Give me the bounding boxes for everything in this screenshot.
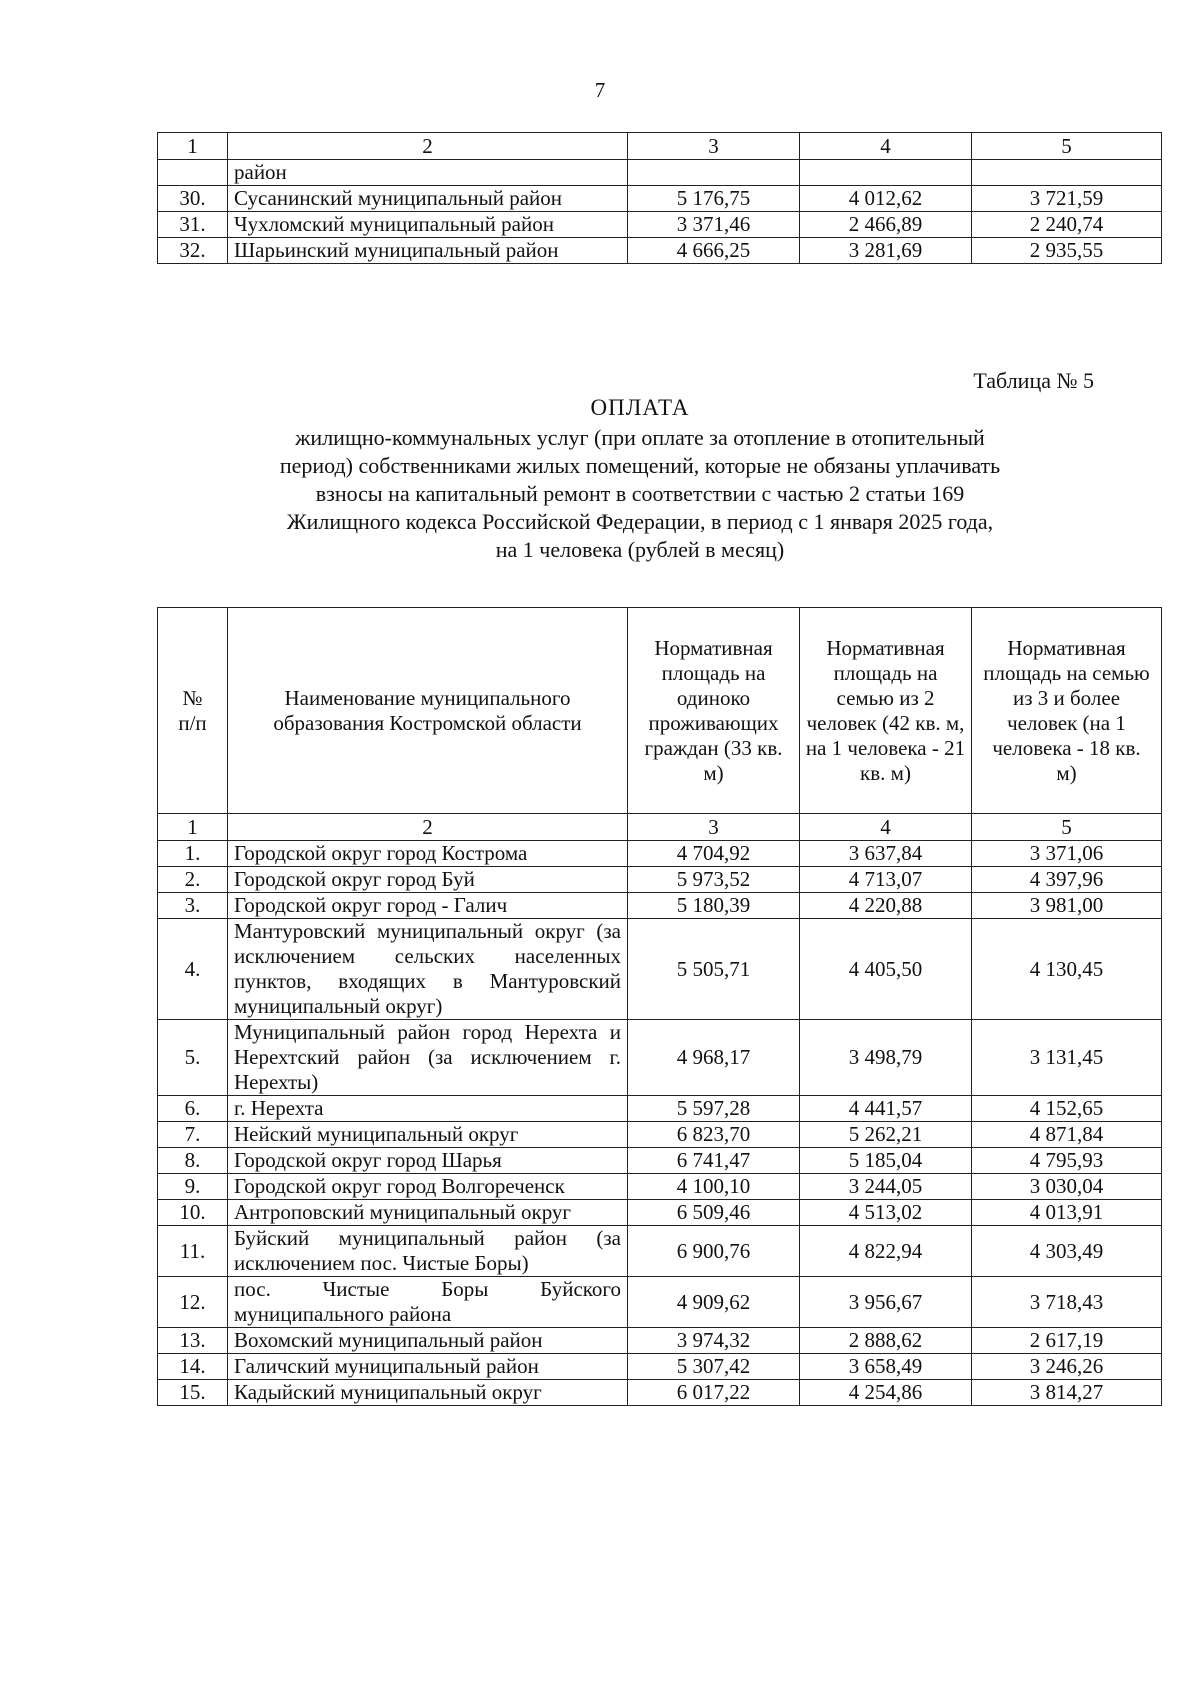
value-family-2: 3 498,79 — [800, 1020, 972, 1096]
row-name: Городской округ город Волгореченск — [228, 1174, 628, 1200]
row-number: 10. — [158, 1200, 228, 1226]
header-single: Нормативная площадь на одиноко проживающих граждан (33 кв. м) — [628, 608, 800, 814]
table-row — [158, 1277, 1162, 1328]
row-number: 30. — [158, 186, 228, 212]
column-index-row — [158, 814, 1162, 841]
row-name: г. Нерехта — [228, 1096, 628, 1122]
column-index: 1 — [158, 133, 228, 160]
value-family-2: 4 441,57 — [800, 1096, 972, 1122]
column-index-row — [158, 133, 1162, 160]
continuation-table — [157, 132, 1162, 264]
column-index: 2 — [228, 133, 628, 160]
row-name: Антроповский муниципальный округ — [228, 1200, 628, 1226]
value-family-2: 4 822,94 — [800, 1226, 972, 1277]
table-row — [158, 238, 1162, 264]
header-num: № п/п — [158, 608, 228, 814]
value-single: 5 597,28 — [628, 1096, 800, 1122]
table-row — [158, 186, 1162, 212]
column-index: 1 — [158, 814, 228, 841]
value-family-2: 3 658,49 — [800, 1354, 972, 1380]
row-number: 31. — [158, 212, 228, 238]
table-row — [158, 841, 1162, 867]
row-name: Городской округ город Шарья — [228, 1148, 628, 1174]
row-number — [158, 160, 228, 186]
row-number: 9. — [158, 1174, 228, 1200]
value-family-3: 4 013,91 — [972, 1200, 1162, 1226]
table-row — [158, 1020, 1162, 1096]
row-number: 15. — [158, 1380, 228, 1406]
value-family-3: 3 131,45 — [972, 1020, 1162, 1096]
value-family-3 — [972, 160, 1162, 186]
value-family-3: 3 371,06 — [972, 841, 1162, 867]
table-row — [158, 1354, 1162, 1380]
value-family-3: 4 795,93 — [972, 1148, 1162, 1174]
value-family-2: 4 405,50 — [800, 919, 972, 1020]
title-line: жилищно-коммунальных услуг (при оплате за отопление в отопительный — [295, 425, 985, 450]
table-row — [158, 1380, 1162, 1406]
table-row — [158, 1122, 1162, 1148]
value-family-2: 3 637,84 — [800, 841, 972, 867]
value-family-2: 4 220,88 — [800, 893, 972, 919]
table-row — [158, 212, 1162, 238]
value-family-3: 2 935,55 — [972, 238, 1162, 264]
column-index: 3 — [628, 814, 800, 841]
row-name: район — [228, 160, 628, 186]
title-line: на 1 человека (рублей в месяц) — [495, 537, 785, 562]
value-family-3: 4 130,45 — [972, 919, 1162, 1020]
header-name: Наименование муниципального образования Костромской области — [228, 608, 628, 814]
value-single: 4 666,25 — [628, 238, 800, 264]
value-family-2: 4 012,62 — [800, 186, 972, 212]
value-single: 4 968,17 — [628, 1020, 800, 1096]
column-index: 5 — [972, 133, 1162, 160]
table-row — [158, 1096, 1162, 1122]
row-name: Буйский муниципальный район (за исключением пос. Чистые Боры) — [228, 1226, 628, 1277]
value-family-3: 2 617,19 — [972, 1328, 1162, 1354]
value-family-3: 4 303,49 — [972, 1226, 1162, 1277]
value-family-2: 4 254,86 — [800, 1380, 972, 1406]
row-number: 6. — [158, 1096, 228, 1122]
row-number: 14. — [158, 1354, 228, 1380]
value-single: 6 900,76 — [628, 1226, 800, 1277]
value-single: 6 823,70 — [628, 1122, 800, 1148]
column-index: 4 — [800, 133, 972, 160]
value-family-2: 4 513,02 — [800, 1200, 972, 1226]
value-single: 3 974,32 — [628, 1328, 800, 1354]
row-number: 8. — [158, 1148, 228, 1174]
row-number: 7. — [158, 1122, 228, 1148]
title-line: взносы на капитальный ремонт в соответствии с частью 2 статьи 169 — [315, 481, 965, 506]
row-name: Шарьинский муниципальный район — [228, 238, 628, 264]
value-single: 6 509,46 — [628, 1200, 800, 1226]
value-family-3: 2 240,74 — [972, 212, 1162, 238]
row-number: 3. — [158, 893, 228, 919]
value-family-3: 3 981,00 — [972, 893, 1162, 919]
value-single: 6 741,47 — [628, 1148, 800, 1174]
column-index: 2 — [228, 814, 628, 841]
value-family-2: 4 713,07 — [800, 867, 972, 893]
column-index: 3 — [628, 133, 800, 160]
title-heading: ОПЛАТА — [590, 395, 690, 420]
page-number: 7 — [594, 78, 606, 102]
row-name: Сусанинский муниципальный район — [228, 186, 628, 212]
value-family-2: 5 262,21 — [800, 1122, 972, 1148]
value-family-3: 4 871,84 — [972, 1122, 1162, 1148]
value-single: 5 973,52 — [628, 867, 800, 893]
title-line: Жилищного кодекса Российской Федерации, в период с 1 января 2025 года, — [286, 509, 994, 534]
row-number: 5. — [158, 1020, 228, 1096]
row-number: 13. — [158, 1328, 228, 1354]
row-number: 32. — [158, 238, 228, 264]
row-number: 2. — [158, 867, 228, 893]
row-name: Нейский муниципальный округ — [228, 1122, 628, 1148]
value-single: 5 505,71 — [628, 919, 800, 1020]
row-name: Кадыйский муниципальный округ — [228, 1380, 628, 1406]
table-row — [158, 1226, 1162, 1277]
value-family-2: 5 185,04 — [800, 1148, 972, 1174]
value-single: 4 704,92 — [628, 841, 800, 867]
table-label: Таблица № 5 — [973, 368, 1094, 393]
value-family-3: 3 030,04 — [972, 1174, 1162, 1200]
value-family-2: 3 244,05 — [800, 1174, 972, 1200]
header-family-2: Нормативная площадь на семью из 2 человек (42 кв. м, на 1 человека - 21 кв. м) — [800, 608, 972, 814]
value-family-3: 3 721,59 — [972, 186, 1162, 212]
row-name: Вохомский муниципальный район — [228, 1328, 628, 1354]
row-name: Чухломский муниципальный район — [228, 212, 628, 238]
row-number: 11. — [158, 1226, 228, 1277]
row-name: Мантуровский муниципальный округ (за исключением сельских населенных пунктов, входящих в Мантуровский муниципальный округ) — [228, 919, 628, 1020]
row-name: пос. Чистые Боры Буйского муниципального района — [228, 1277, 628, 1328]
value-family-2: 2 466,89 — [800, 212, 972, 238]
value-family-2: 3 956,67 — [800, 1277, 972, 1328]
row-number: 1. — [158, 841, 228, 867]
value-single: 3 371,46 — [628, 212, 800, 238]
value-single: 6 017,22 — [628, 1380, 800, 1406]
value-family-2: 3 281,69 — [800, 238, 972, 264]
value-single — [628, 160, 800, 186]
table-row — [158, 867, 1162, 893]
value-family-3: 3 814,27 — [972, 1380, 1162, 1406]
payment-table — [157, 607, 1162, 1406]
row-name: Городской округ город - Галич — [228, 893, 628, 919]
table-title — [200, 394, 1080, 564]
value-single: 4 100,10 — [628, 1174, 800, 1200]
header-family-3: Нормативная площадь на семью из 3 и более человек (на 1 человека - 18 кв. м) — [972, 608, 1162, 814]
table-row — [158, 893, 1162, 919]
value-family-3: 3 246,26 — [972, 1354, 1162, 1380]
table-row — [158, 1200, 1162, 1226]
value-family-2: 2 888,62 — [800, 1328, 972, 1354]
header-row — [158, 608, 1162, 814]
value-single: 5 180,39 — [628, 893, 800, 919]
row-number: 12. — [158, 1277, 228, 1328]
value-single: 5 307,42 — [628, 1354, 800, 1380]
value-family-2 — [800, 160, 972, 186]
row-name: Городской округ город Буй — [228, 867, 628, 893]
value-family-3: 4 152,65 — [972, 1096, 1162, 1122]
row-name: Городской округ город Кострома — [228, 841, 628, 867]
column-index: 4 — [800, 814, 972, 841]
value-single: 4 909,62 — [628, 1277, 800, 1328]
value-single: 5 176,75 — [628, 186, 800, 212]
row-name: Муниципальный район город Нерехта и Нерехтский район (за исключением г. Нерехты) — [228, 1020, 628, 1096]
value-family-3: 3 718,43 — [972, 1277, 1162, 1328]
value-family-3: 4 397,96 — [972, 867, 1162, 893]
title-line: период) собственниками жилых помещений, которые не обязаны уплачивать — [279, 453, 1001, 478]
column-index: 5 — [972, 814, 1162, 841]
table-row — [158, 919, 1162, 1020]
table-row — [158, 160, 1162, 186]
table-row — [158, 1328, 1162, 1354]
row-number: 4. — [158, 919, 228, 1020]
table-row — [158, 1174, 1162, 1200]
row-name: Галичский муниципальный район — [228, 1354, 628, 1380]
table-row — [158, 1148, 1162, 1174]
